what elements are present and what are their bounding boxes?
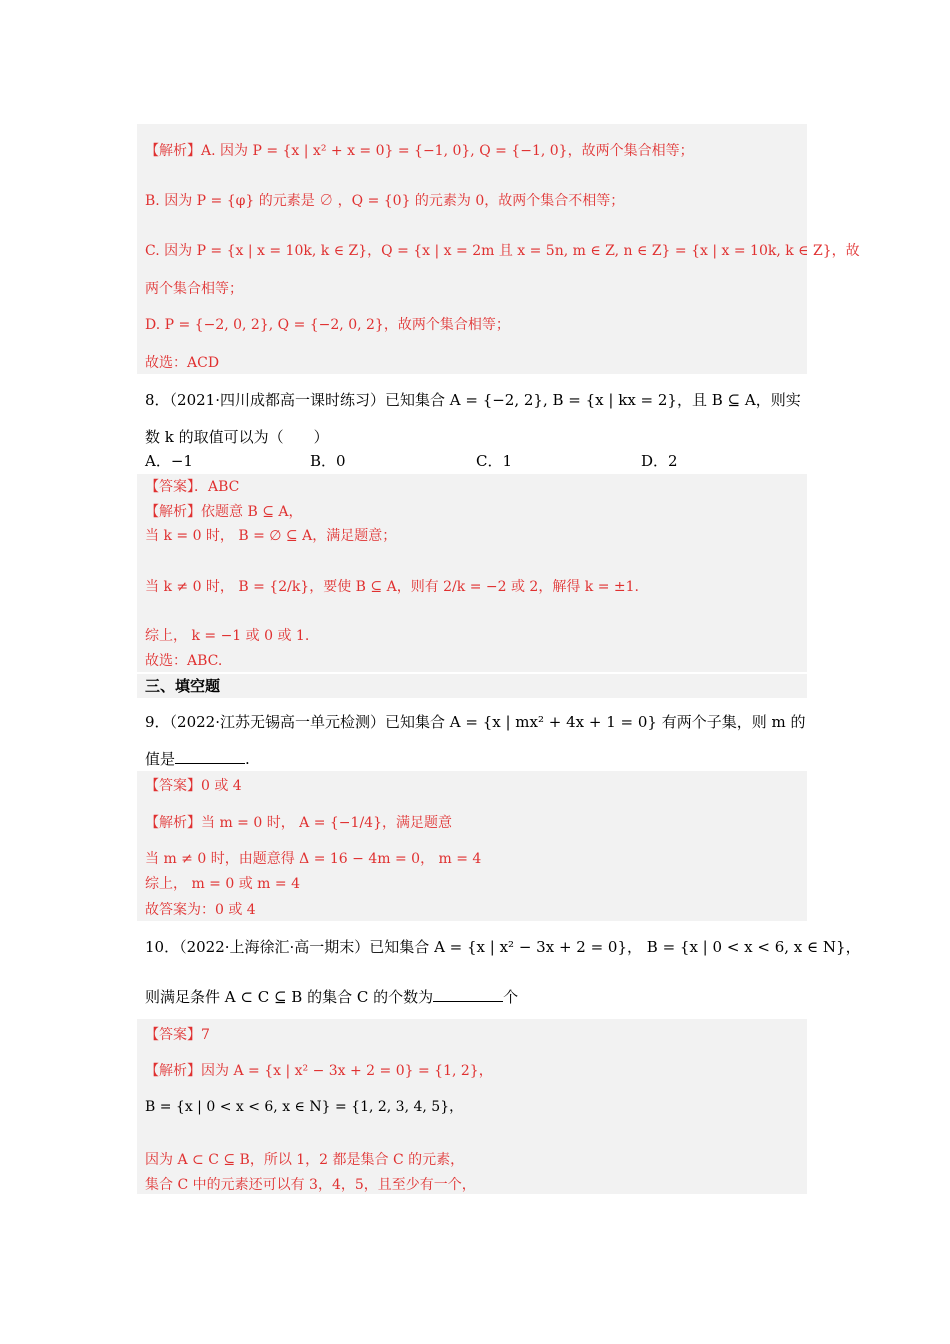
q8-conclusion: 故选：ABC.: [145, 653, 223, 669]
section-heading-bar: [137, 674, 807, 698]
q10-stem-line2: [145, 988, 518, 1006]
q10-analysis-4: 集合 C 中的元素还可以有 3，4，5，且至少有一个，: [145, 1177, 476, 1193]
q8-analysis-4: 综上， k = −1 或 0 或 1.: [145, 628, 310, 644]
q9-stem-line1: 9．（2022·江苏无锡高一单元检测）已知集合 A = {x | mx² + 4x + 1 = 0} 有两个子集，则 m 的: [145, 713, 806, 731]
q8-option-a: A．−1: [145, 452, 193, 470]
q10-stem-text: 则满足条件 A ⊂ C ⊆ B 的集合 C 的个数为: [145, 988, 434, 1006]
q10-answer-blank: [433, 989, 503, 1002]
q10-stem-unit: 个: [503, 988, 519, 1006]
q8-analysis-2: 当 k = 0 时， B = ∅ ⊆ A，满足题意；: [145, 528, 397, 544]
q8-stem-line2: 数 k 的取值可以为（ ）: [145, 428, 329, 446]
q10-analysis-1: 【解析】因为 A = {x | x² − 3x + 2 = 0} = {1, 2}，: [145, 1063, 493, 1079]
q8-answer: 【答案】．ABC: [145, 479, 240, 495]
q8-analysis-3: 当 k ≠ 0 时， B = {2/k}，要使 B ⊆ A，则有 2/k = −2 或 2，解得 k = ±1.: [145, 579, 639, 595]
q7-analysis-line-b: B. 因为 P = {φ} 的元素是 ∅ ，Q = {0} 的元素为 0，故两个集合不相等；: [145, 193, 625, 209]
q8-option-b: B．0: [310, 452, 346, 470]
q9-answer-blank: [175, 751, 245, 764]
q9-answer: 【答案】0 或 4: [145, 778, 242, 794]
q8-analysis-1: 【解析】依题意 B ⊆ A，: [145, 504, 303, 520]
q9-stem-line2: 值是 .: [145, 750, 250, 768]
q10-stem-line1: 10．（2022·上海徐汇·高一期末）已知集合 A = {x | x² − 3x + 2 = 0}， B = {x | 0 < x < 6, x ∈ N}，: [145, 938, 861, 956]
q7-analysis-line-c2: 两个集合相等；: [145, 281, 243, 297]
q9-analysis-3: 综上， m = 0 或 m = 4: [145, 876, 300, 892]
q7-analysis-line-a: 【解析】A. 因为 P = {x | x² + x = 0} = {−1, 0}, Q = {−1, 0}，故两个集合相等；: [145, 143, 694, 159]
q8-stem-line1: 8．（2021·四川成都高一课时练习）已知集合 A = {−2, 2}, B = {x | kx = 2}，且 B ⊆ A，则实: [145, 391, 801, 409]
q7-analysis-line-c: C. 因为 P = {x | x = 10k, k ∈ Z}，Q = {x | x = 2m 且 x = 5n, m ∈ Z, n ∈ Z} = {x | x = 10k, k ∈ Z}，故: [145, 243, 860, 259]
section-heading: 三、填空题: [145, 677, 221, 695]
q8-option-c: C．1: [476, 452, 513, 470]
q7-conclusion: 故选：ACD: [145, 355, 220, 371]
q9-analysis-1: 【解析】当 m = 0 时， A = {−1/4}，满足题意: [145, 815, 452, 831]
q8-option-d: D．2: [641, 452, 678, 470]
q9-conclusion: 故答案为：0 或 4: [145, 902, 256, 918]
q9-stem-text: 值是: [145, 750, 176, 768]
q10-answer: 【答案】7: [145, 1027, 210, 1043]
q7-analysis-line-d: D. P = {−2, 0, 2}, Q = {−2, 0, 2}，故两个集合相等；: [145, 317, 510, 333]
q9-analysis-2: 当 m ≠ 0 时，由题意得 Δ = 16 − 4m = 0， m = 4: [145, 851, 482, 867]
q10-analysis-2: B = {x | 0 < x < 6, x ∈ N} = {1, 2, 3, 4, 5}，: [145, 1099, 464, 1115]
q10-analysis-3: 因为 A ⊂ C ⊆ B，所以 1，2 都是集合 C 的元素，: [145, 1152, 465, 1168]
